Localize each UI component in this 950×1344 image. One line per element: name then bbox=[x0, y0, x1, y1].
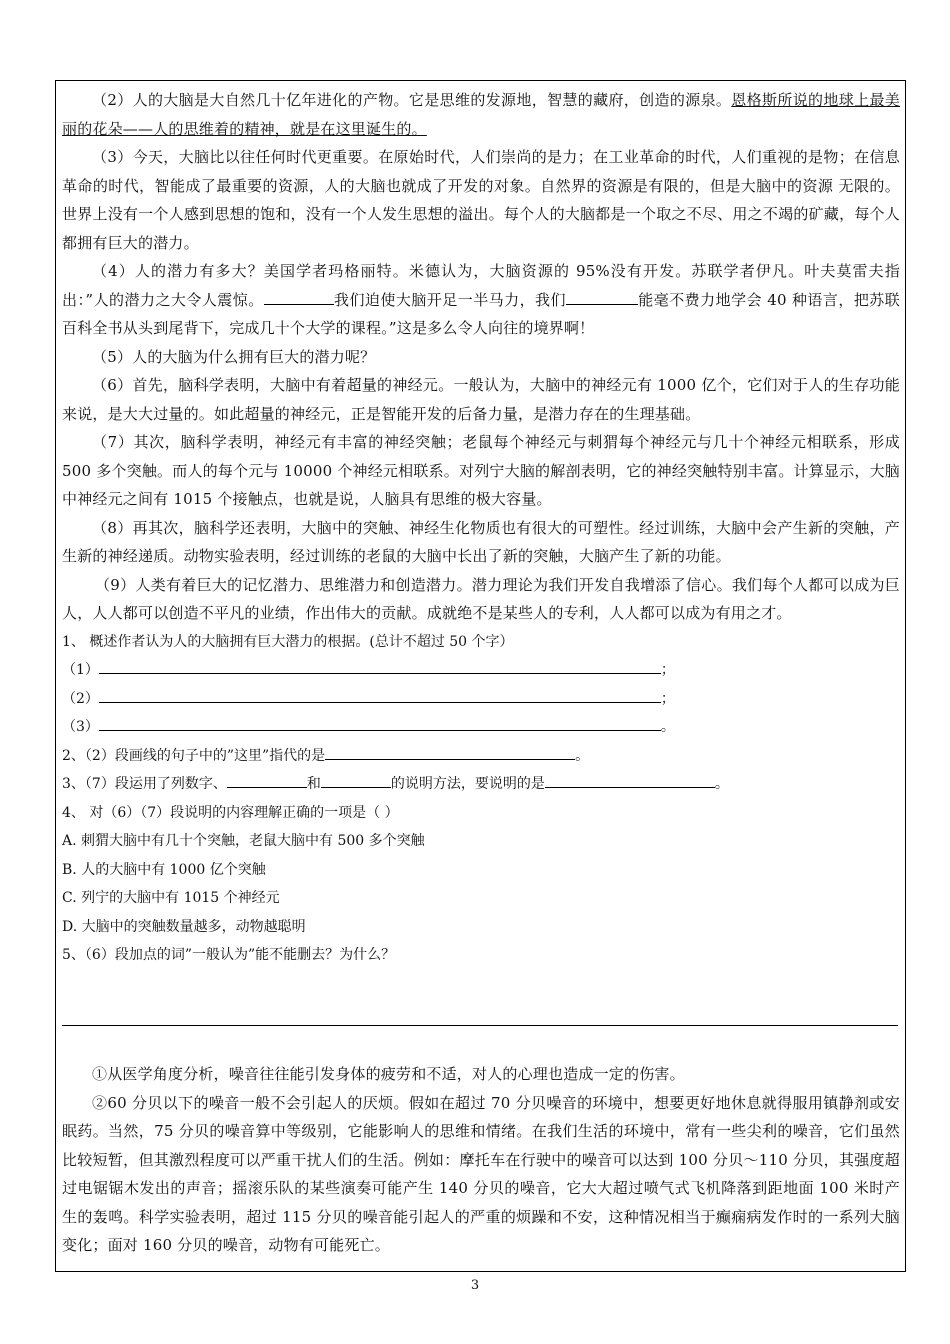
question-1: 1、 概述作者认为人的大脑拥有巨大潜力的根据。(总计不超过 50 个字） bbox=[62, 633, 514, 650]
answer-blank[interactable] bbox=[321, 771, 391, 788]
answer-end: ； bbox=[660, 662, 675, 678]
answer-blank[interactable] bbox=[99, 686, 661, 703]
answer-end: 。 bbox=[660, 719, 675, 735]
answer-line-3 bbox=[62, 713, 900, 742]
paragraph-9: （9）人类有着巨大的记忆潜力、思维潜力和创造潜力。潜力理论为我们开发自我增添了信心。我们每个人都可以成为巨人，人人都可以创造不平凡的业绩，作出伟大的贡献。成就绝不是某些人的专利，人人都可以成为有用之才。 bbox=[62, 575, 900, 622]
paragraph-6: （6）首先，脑科学表明，大脑中有着超量的神经元。一般认为，大脑中的神经元有 1000 亿个，它们对于人的生存功能来说，是大大过量的。如此超量的神经元，正是智能开发的后备力量，是潜力存在的生理基础。 bbox=[62, 376, 900, 423]
fill-blank[interactable] bbox=[566, 288, 638, 305]
noise-paragraph-1: ①从医学角度分析，噪音往往能引发身体的疲劳和不适，对人的心理也造成一定的伤害。 bbox=[92, 1065, 685, 1083]
paragraph-7: （7）其次，脑科学表明，神经元有丰富的神经突触；老鼠每个神经元与刺猬每个神经元与几十个神经元相联系，形成 500 多个突触。而人的每个元与 10000 个神经元相联系。对列宁大脑的解剖表明，它的神经突触特别丰富。计算显示，大脑中神经元之间有 1015 个接触点，也就是说，人脑具有思维的极大容量。 bbox=[62, 433, 900, 508]
question-text: 3、（7）段运用了列数字、 bbox=[62, 776, 227, 792]
question-2 bbox=[62, 742, 900, 771]
answer-line-1 bbox=[62, 656, 900, 685]
paragraph-8: （8）再其次，脑科学还表明，大脑中的突触、神经生化物质也有很大的可塑性。经过训练，大脑中会产生新的突触，产生新的神经递质。动物实验表明，经过训练的老鼠的大脑中长出了新的突触，大脑产生了新的功能。 bbox=[62, 518, 900, 565]
answer-end: ； bbox=[660, 690, 675, 707]
paragraph-text: 能毫不费力地学会 40 种语言，把苏联百科全书从头到尾背下，完成几十个大学的课程。”这是多么令人向往的境界啊！ bbox=[62, 290, 900, 337]
noise-passage bbox=[62, 1060, 900, 1260]
answer-label: （3） bbox=[62, 719, 99, 735]
paragraph-text: 我们迫使大脑开足一半马力，我们 bbox=[333, 290, 566, 309]
option-b[interactable]: B. 人的大脑中有 1000 亿个突触 bbox=[62, 861, 266, 878]
answer-blank[interactable] bbox=[227, 771, 307, 788]
page-number: 3 bbox=[470, 1278, 480, 1293]
question-end: 。 bbox=[575, 747, 590, 764]
paragraph-4 bbox=[62, 257, 900, 343]
answer-blank[interactable] bbox=[545, 771, 715, 788]
reading-passage bbox=[62, 86, 900, 970]
option-c[interactable]: C. 列宁的大脑中有 1015 个神经元 bbox=[62, 890, 280, 906]
answer-line-2 bbox=[62, 685, 900, 714]
noise-paragraph-2: ②60 分贝以下的噪音一般不会引起人的厌烦。假如在超过 70 分贝噪音的环境中，想要更好地休息就得服用镇静剂或安眠药。当然，75 分贝的噪音算中等级别，它能影响人的思维和情绪。在我们生活的环境中，常有一些尖利的噪音，它们虽然比较短暂，但其激烈程度可以严重干扰人们的生活。例如：摩托车在行驶中的噪音可以达到 100 分贝～110 分贝，其强度超过电锯锯木发出的声音；摇滚乐队的某些演奏可能产生 140 分贝的噪音，它大大超过喷气式飞机降落到距地面 100 米时产生的轰鸣。科学实验表明，超过 115 分贝的噪音能引起人的严重的烦躁和不安，这种情况相当于癫痫病发作时的一系列大脑变化；面对 160 分贝的噪音，动物有可能死亡。 bbox=[62, 1093, 900, 1254]
answer-blank[interactable] bbox=[325, 743, 575, 760]
option-a[interactable]: A. 刺猬大脑中有几十个突触，老鼠大脑中有 500 多个突触 bbox=[62, 833, 425, 849]
paragraph-5: （5）人的大脑为什么拥有巨大的潜力呢？ bbox=[92, 347, 376, 366]
answer-label: （2） bbox=[62, 690, 99, 707]
question-text: 和 bbox=[306, 776, 321, 792]
question-5: 5、（6）段加点的词”一般认为”能不能删去？为什么？ bbox=[62, 947, 396, 963]
question-end: 。 bbox=[714, 776, 729, 792]
question-4: 4、 对（6）（7）段说明的内容理解正确的一项是（ ） bbox=[62, 804, 399, 821]
answer-blank[interactable] bbox=[99, 657, 661, 674]
question-text: 2、（2）段画线的句子中的”这里”指代的是 bbox=[62, 747, 326, 764]
paragraph-text: （4）人的潜力有多大？美国学者玛格丽特。米德认为，大脑资源的 95%没有开发。苏联学者伊凡。叶夫莫雷夫指出：”人的潜力之大令人震惊。 bbox=[62, 262, 900, 309]
paragraph-3: （3）今天，大脑比以往任何时代更重要。在原始时代，人们崇尚的是力；在工业革命的时代，人们重视的是物；在信息革命的时代，智能成了最重要的资源，人的大脑也就成了开发的对象。自然界的资源是有限的，但是大脑中的资源 无限的。世界上没有一个人感到思想的饱和，没有一个人发生思想的溢出。每个人的大脑都是一个取之不尽、用之不竭的矿藏，每个人都拥有巨大的潜力。 bbox=[62, 148, 900, 252]
underlined-sentence: 恩格斯所说的地球上最美丽的花朵——人的思维着的精神，就是在这里诞生的。 bbox=[62, 91, 901, 138]
paragraph-text: （2）人的大脑是大自然几十亿年进化的产物。它是思维的发源地，智慧的藏府，创造的源泉。 bbox=[92, 91, 732, 109]
answer-label: （1） bbox=[62, 662, 99, 678]
fill-blank[interactable] bbox=[264, 288, 334, 305]
question-3 bbox=[62, 770, 900, 799]
answer-blank[interactable] bbox=[99, 714, 661, 731]
question-text: 的说明方法，要说明的是 bbox=[390, 776, 545, 792]
section-divider bbox=[62, 1025, 898, 1026]
paragraph-2 bbox=[62, 86, 900, 143]
option-d[interactable]: D. 大脑中的突触数量越多，动物越聪明 bbox=[62, 918, 306, 935]
